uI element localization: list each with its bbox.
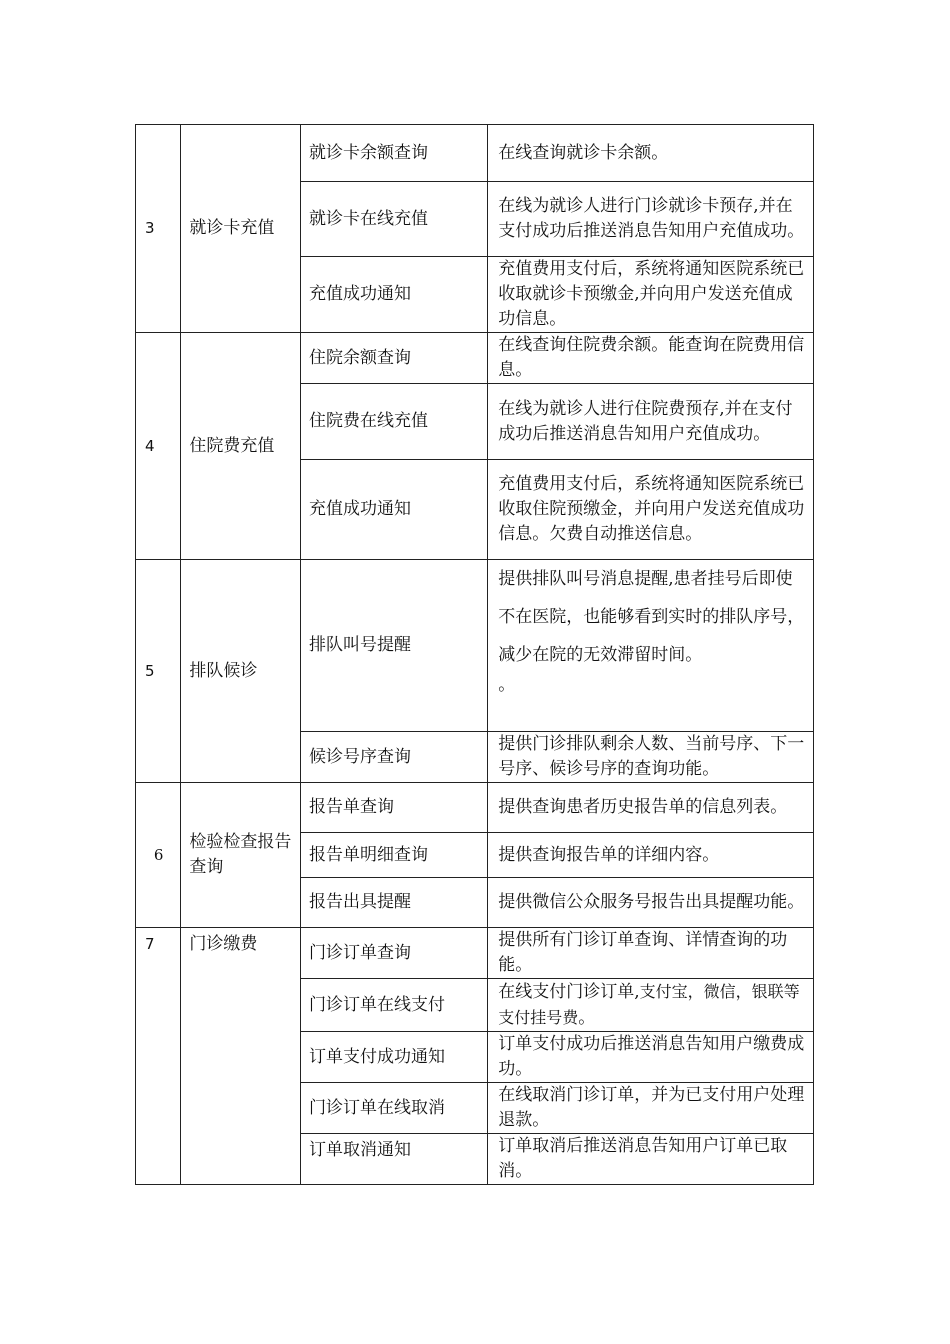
feature-description: 提供查询患者历史报告单的信息列表。 [488, 783, 814, 833]
row-number: 6 [136, 783, 181, 928]
feature-description-cell [488, 560, 814, 732]
row-number: 3 [136, 125, 181, 333]
feature-name: 候诊号序查询 [301, 732, 488, 783]
trailing-punctuation: 。 [578, 1008, 596, 1028]
feature-name: 住院费在线充值 [301, 384, 488, 460]
feature-description: 在线查询就诊卡余额。 [488, 125, 814, 182]
feature-table [135, 124, 814, 1185]
feature-description: 订单支付成功后推送消息告知用户缴费成功。 [488, 1032, 814, 1083]
module-name: 就诊卡充值 [181, 125, 301, 333]
feature-name: 订单取消通知 [301, 1134, 488, 1185]
feature-name: 门诊订单查询 [301, 928, 488, 979]
row-number: 4 [136, 333, 181, 560]
feature-name: 报告出具提醒 [301, 878, 488, 928]
row-number: 7 [136, 928, 181, 1185]
trailing-punctuation: 。 [498, 675, 516, 695]
table-row [136, 125, 814, 182]
feature-name: 排队叫号提醒 [301, 560, 488, 732]
table-row [136, 783, 814, 833]
feature-name: 就诊卡余额查询 [301, 125, 488, 182]
feature-name: 报告单查询 [301, 783, 488, 833]
feature-description-cell [488, 979, 814, 1032]
feature-name: 报告单明细查询 [301, 833, 488, 878]
feature-name: 充值成功通知 [301, 257, 488, 333]
module-name: 排队候诊 [181, 560, 301, 783]
feature-description: 在线取消门诊订单，并为已支付用户处理退款。 [488, 1083, 814, 1134]
feature-description: 提供门诊排队剩余人数、当前号序、下一号序、候诊号序的查询功能。 [488, 732, 814, 783]
feature-description: 提供排队叫号消息提醒,患者挂号后即使不在医院，也能够看到实时的排队序号，减少在院的无效滞留时间。 [498, 569, 805, 665]
module-name: 检验检查报告查询 [181, 783, 301, 928]
feature-name: 就诊卡在线充值 [301, 182, 488, 257]
module-name: 住院费充值 [181, 333, 301, 560]
feature-description: 充值费用支付后，系统将通知医院系统已收取就诊卡预缴金,并向用户发送充值成功信息。 [488, 257, 814, 333]
feature-description: 提供查询报告单的详细内容。 [488, 833, 814, 878]
table-row [136, 560, 814, 732]
feature-name: 住院余额查询 [301, 333, 488, 384]
payment-methods: 支付宝，微信，银联等支付挂号费 [498, 982, 800, 1027]
row-number: 5 [136, 560, 181, 783]
feature-description: 提供微信公众服务号报告出具提醒功能。 [488, 878, 814, 928]
feature-description: 在线为就诊人进行住院费预存,并在支付成功后推送消息告知用户充值成功。 [488, 384, 814, 460]
feature-description: 充值费用支付后，系统将通知医院系统已收取住院预缴金，并向用户发送充值成功信息。欠费自动推送信息。 [488, 460, 814, 560]
feature-description: 提供所有门诊订单查询、详情查询的功能。 [488, 928, 814, 979]
feature-name: 订单支付成功通知 [301, 1032, 488, 1083]
feature-description: 在线为就诊人进行门诊就诊卡预存,并在支付成功后推送消息告知用户充值成功。 [488, 182, 814, 257]
module-name: 门诊缴费 [181, 928, 301, 1185]
feature-name: 充值成功通知 [301, 460, 488, 560]
feature-description: 订单取消后推送消息告知用户订单已取消。 [488, 1134, 814, 1185]
feature-name: 门诊订单在线支付 [301, 979, 488, 1032]
feature-description: 在线支付门诊订单, [498, 982, 640, 1002]
feature-description: 在线查询住院费余额。能查询在院费用信息。 [488, 333, 814, 384]
feature-name: 门诊订单在线取消 [301, 1083, 488, 1134]
table-row [136, 333, 814, 384]
table-row [136, 928, 814, 979]
